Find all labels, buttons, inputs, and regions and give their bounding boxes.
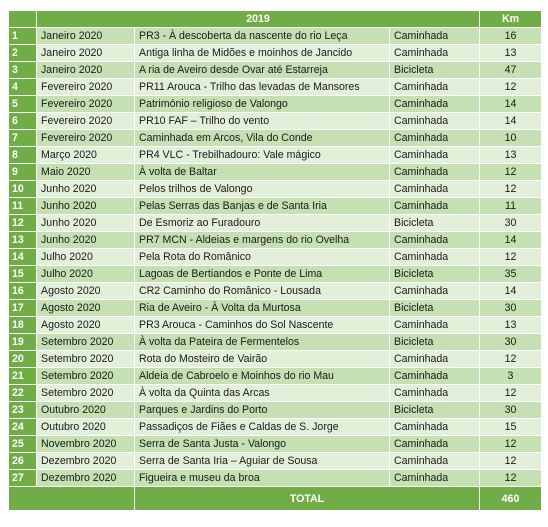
row-type: Bicicleta [390,215,480,232]
row-km: 30 [480,300,542,317]
row-type: Caminhada [390,283,480,300]
row-route: PR3 - À descoberta da nascente do rio Leça [135,28,390,45]
row-km: 30 [480,402,542,419]
activities-table [8,10,542,511]
row-type: Caminhada [390,28,480,45]
row-type: Caminhada [390,249,480,266]
header-row [9,11,542,28]
row-type: Caminhada [390,385,480,402]
row-number: 10 [9,181,37,198]
row-route: Caminhada em Arcos, Vila do Conde [135,130,390,147]
row-date: Janeiro 2020 [37,62,135,79]
row-km: 14 [480,96,542,113]
table-row [9,96,542,113]
row-date: Novembro 2020 [37,436,135,453]
table-row [9,79,542,96]
row-number: 12 [9,215,37,232]
row-date: Agosto 2020 [37,317,135,334]
row-route: Serra de Santa Justa - Valongo [135,436,390,453]
row-type: Caminhada [390,96,480,113]
table-row [9,300,542,317]
row-date: Fevereiro 2020 [37,96,135,113]
row-km: 12 [480,181,542,198]
row-route: Rota do Mosteiro de Vairão [135,351,390,368]
row-km: 35 [480,266,542,283]
table-row [9,198,542,215]
table-row [9,283,542,300]
table-row [9,402,542,419]
row-date: Junho 2020 [37,181,135,198]
row-number: 27 [9,470,37,487]
row-type: Caminhada [390,453,480,470]
row-type: Caminhada [390,317,480,334]
row-number: 19 [9,334,37,351]
row-type: Caminhada [390,470,480,487]
table-row [9,385,542,402]
row-number: 15 [9,266,37,283]
table-row [9,130,542,147]
row-route: Antiga linha de Midões e moinhos de Jancido [135,45,390,62]
row-km: 12 [480,79,542,96]
row-date: Setembro 2020 [37,385,135,402]
row-route: PR11 Arouca - Trilho das levadas de Mansores [135,79,390,96]
table-row [9,436,542,453]
row-route: PR3 Arouca - Caminhos do Sol Nascente [135,317,390,334]
row-number: 1 [9,28,37,45]
row-number: 13 [9,232,37,249]
row-type: Caminhada [390,45,480,62]
row-route: Lagoas de Bertiandos e Ponte de Lima [135,266,390,283]
row-date: Agosto 2020 [37,283,135,300]
row-number: 17 [9,300,37,317]
row-number: 7 [9,130,37,147]
row-type: Caminhada [390,232,480,249]
row-km: 10 [480,130,542,147]
row-km: 30 [480,215,542,232]
row-type: Caminhada [390,130,480,147]
row-km: 30 [480,334,542,351]
row-route: Parques e Jardins do Porto [135,402,390,419]
row-number: 24 [9,419,37,436]
row-date: Outubro 2020 [37,419,135,436]
row-date: Junho 2020 [37,232,135,249]
table-row [9,368,542,385]
row-number: 21 [9,368,37,385]
row-date: Agosto 2020 [37,300,135,317]
row-date: Janeiro 2020 [37,45,135,62]
table-row [9,113,542,130]
header-corner-cell [9,11,37,28]
row-route: À volta da Quinta das Arcas [135,385,390,402]
activities-sheet [8,10,541,511]
row-date: Outubro 2020 [37,402,135,419]
table-row [9,28,542,45]
row-number: 23 [9,402,37,419]
row-date: Julho 2020 [37,266,135,283]
row-date: Fevereiro 2020 [37,130,135,147]
row-route: Pela Rota do Românico [135,249,390,266]
row-km: 3 [480,368,542,385]
total-label: TOTAL [135,487,480,511]
row-number: 20 [9,351,37,368]
table-row [9,351,542,368]
row-route: Passadiços de Fiães e Caldas de S. Jorge [135,419,390,436]
row-date: Dezembro 2020 [37,470,135,487]
row-number: 3 [9,62,37,79]
row-type: Caminhada [390,113,480,130]
row-number: 26 [9,453,37,470]
row-type: Bicicleta [390,266,480,283]
row-date: Fevereiro 2020 [37,79,135,96]
row-date: Junho 2020 [37,215,135,232]
row-km: 13 [480,147,542,164]
row-type: Caminhada [390,79,480,96]
table-row [9,147,542,164]
row-km: 15 [480,419,542,436]
row-number: 14 [9,249,37,266]
header-km: Km [480,11,542,28]
row-km: 16 [480,28,542,45]
row-type: Bicicleta [390,300,480,317]
row-route: Serra de Santa Iria – Aguiar de Sousa [135,453,390,470]
table-row [9,470,542,487]
row-km: 12 [480,351,542,368]
row-km: 14 [480,283,542,300]
row-km: 14 [480,232,542,249]
row-km: 11 [480,198,542,215]
row-route: Aldeia de Cabroelo e Moinhos do rio Mau [135,368,390,385]
row-number: 8 [9,147,37,164]
table-row [9,249,542,266]
row-km: 12 [480,249,542,266]
table-row [9,62,542,79]
row-km: 12 [480,470,542,487]
row-date: Setembro 2020 [37,351,135,368]
table-body [9,28,542,487]
row-type: Caminhada [390,198,480,215]
row-type: Caminhada [390,419,480,436]
row-date: Junho 2020 [37,198,135,215]
table-row [9,164,542,181]
row-number: 4 [9,79,37,96]
row-date: Maio 2020 [37,164,135,181]
row-route: Figueira e museu da broa [135,470,390,487]
row-date: Setembro 2020 [37,368,135,385]
table-row [9,215,542,232]
row-number: 9 [9,164,37,181]
row-date: Dezembro 2020 [37,453,135,470]
row-km: 14 [480,113,542,130]
row-km: 47 [480,62,542,79]
row-number: 25 [9,436,37,453]
table-row [9,45,542,62]
table-row [9,419,542,436]
row-number: 16 [9,283,37,300]
row-type: Caminhada [390,181,480,198]
row-route: Património religioso de Valongo [135,96,390,113]
row-type: Caminhada [390,368,480,385]
row-route: A ria de Aveiro desde Ovar até Estarreja [135,62,390,79]
row-route: PR4 VLC - Trebilhadouro: Vale mágico [135,147,390,164]
row-route: PR10 FAF – Trilho do vento [135,113,390,130]
row-route: À volta da Pateira de Fermentelos [135,334,390,351]
row-type: Bicicleta [390,402,480,419]
row-date: Março 2020 [37,147,135,164]
table-row [9,453,542,470]
row-date: Janeiro 2020 [37,28,135,45]
row-km: 12 [480,453,542,470]
row-number: 2 [9,45,37,62]
row-number: 18 [9,317,37,334]
row-number: 6 [9,113,37,130]
total-row [9,487,542,511]
row-route: Ria de Aveiro - À Volta da Murtosa [135,300,390,317]
row-type: Bicicleta [390,62,480,79]
row-number: 5 [9,96,37,113]
total-blank-cell [9,487,135,511]
row-km: 12 [480,385,542,402]
total-value: 460 [480,487,542,511]
row-type: Caminhada [390,147,480,164]
row-number: 22 [9,385,37,402]
row-date: Setembro 2020 [37,334,135,351]
row-type: Caminhada [390,351,480,368]
table-row [9,266,542,283]
row-route: PR7 MCN - Aldeias e margens do rio Ovelha [135,232,390,249]
row-date: Julho 2020 [37,249,135,266]
row-type: Caminhada [390,436,480,453]
row-km: 13 [480,317,542,334]
row-route: Pelos trilhos de Valongo [135,181,390,198]
row-km: 12 [480,164,542,181]
row-type: Bicicleta [390,334,480,351]
row-type: Caminhada [390,164,480,181]
row-route: De Esmoriz ao Furadouro [135,215,390,232]
row-route: À volta de Baltar [135,164,390,181]
row-route: CR2 Caminho do Românico - Lousada [135,283,390,300]
table-row [9,232,542,249]
row-date: Fevereiro 2020 [37,113,135,130]
table-row [9,181,542,198]
table-row [9,317,542,334]
row-km: 13 [480,45,542,62]
row-km: 12 [480,436,542,453]
row-number: 11 [9,198,37,215]
row-route: Pelas Serras das Banjas e de Santa Iria [135,198,390,215]
header-year: 2019 [37,11,480,28]
table-row [9,334,542,351]
